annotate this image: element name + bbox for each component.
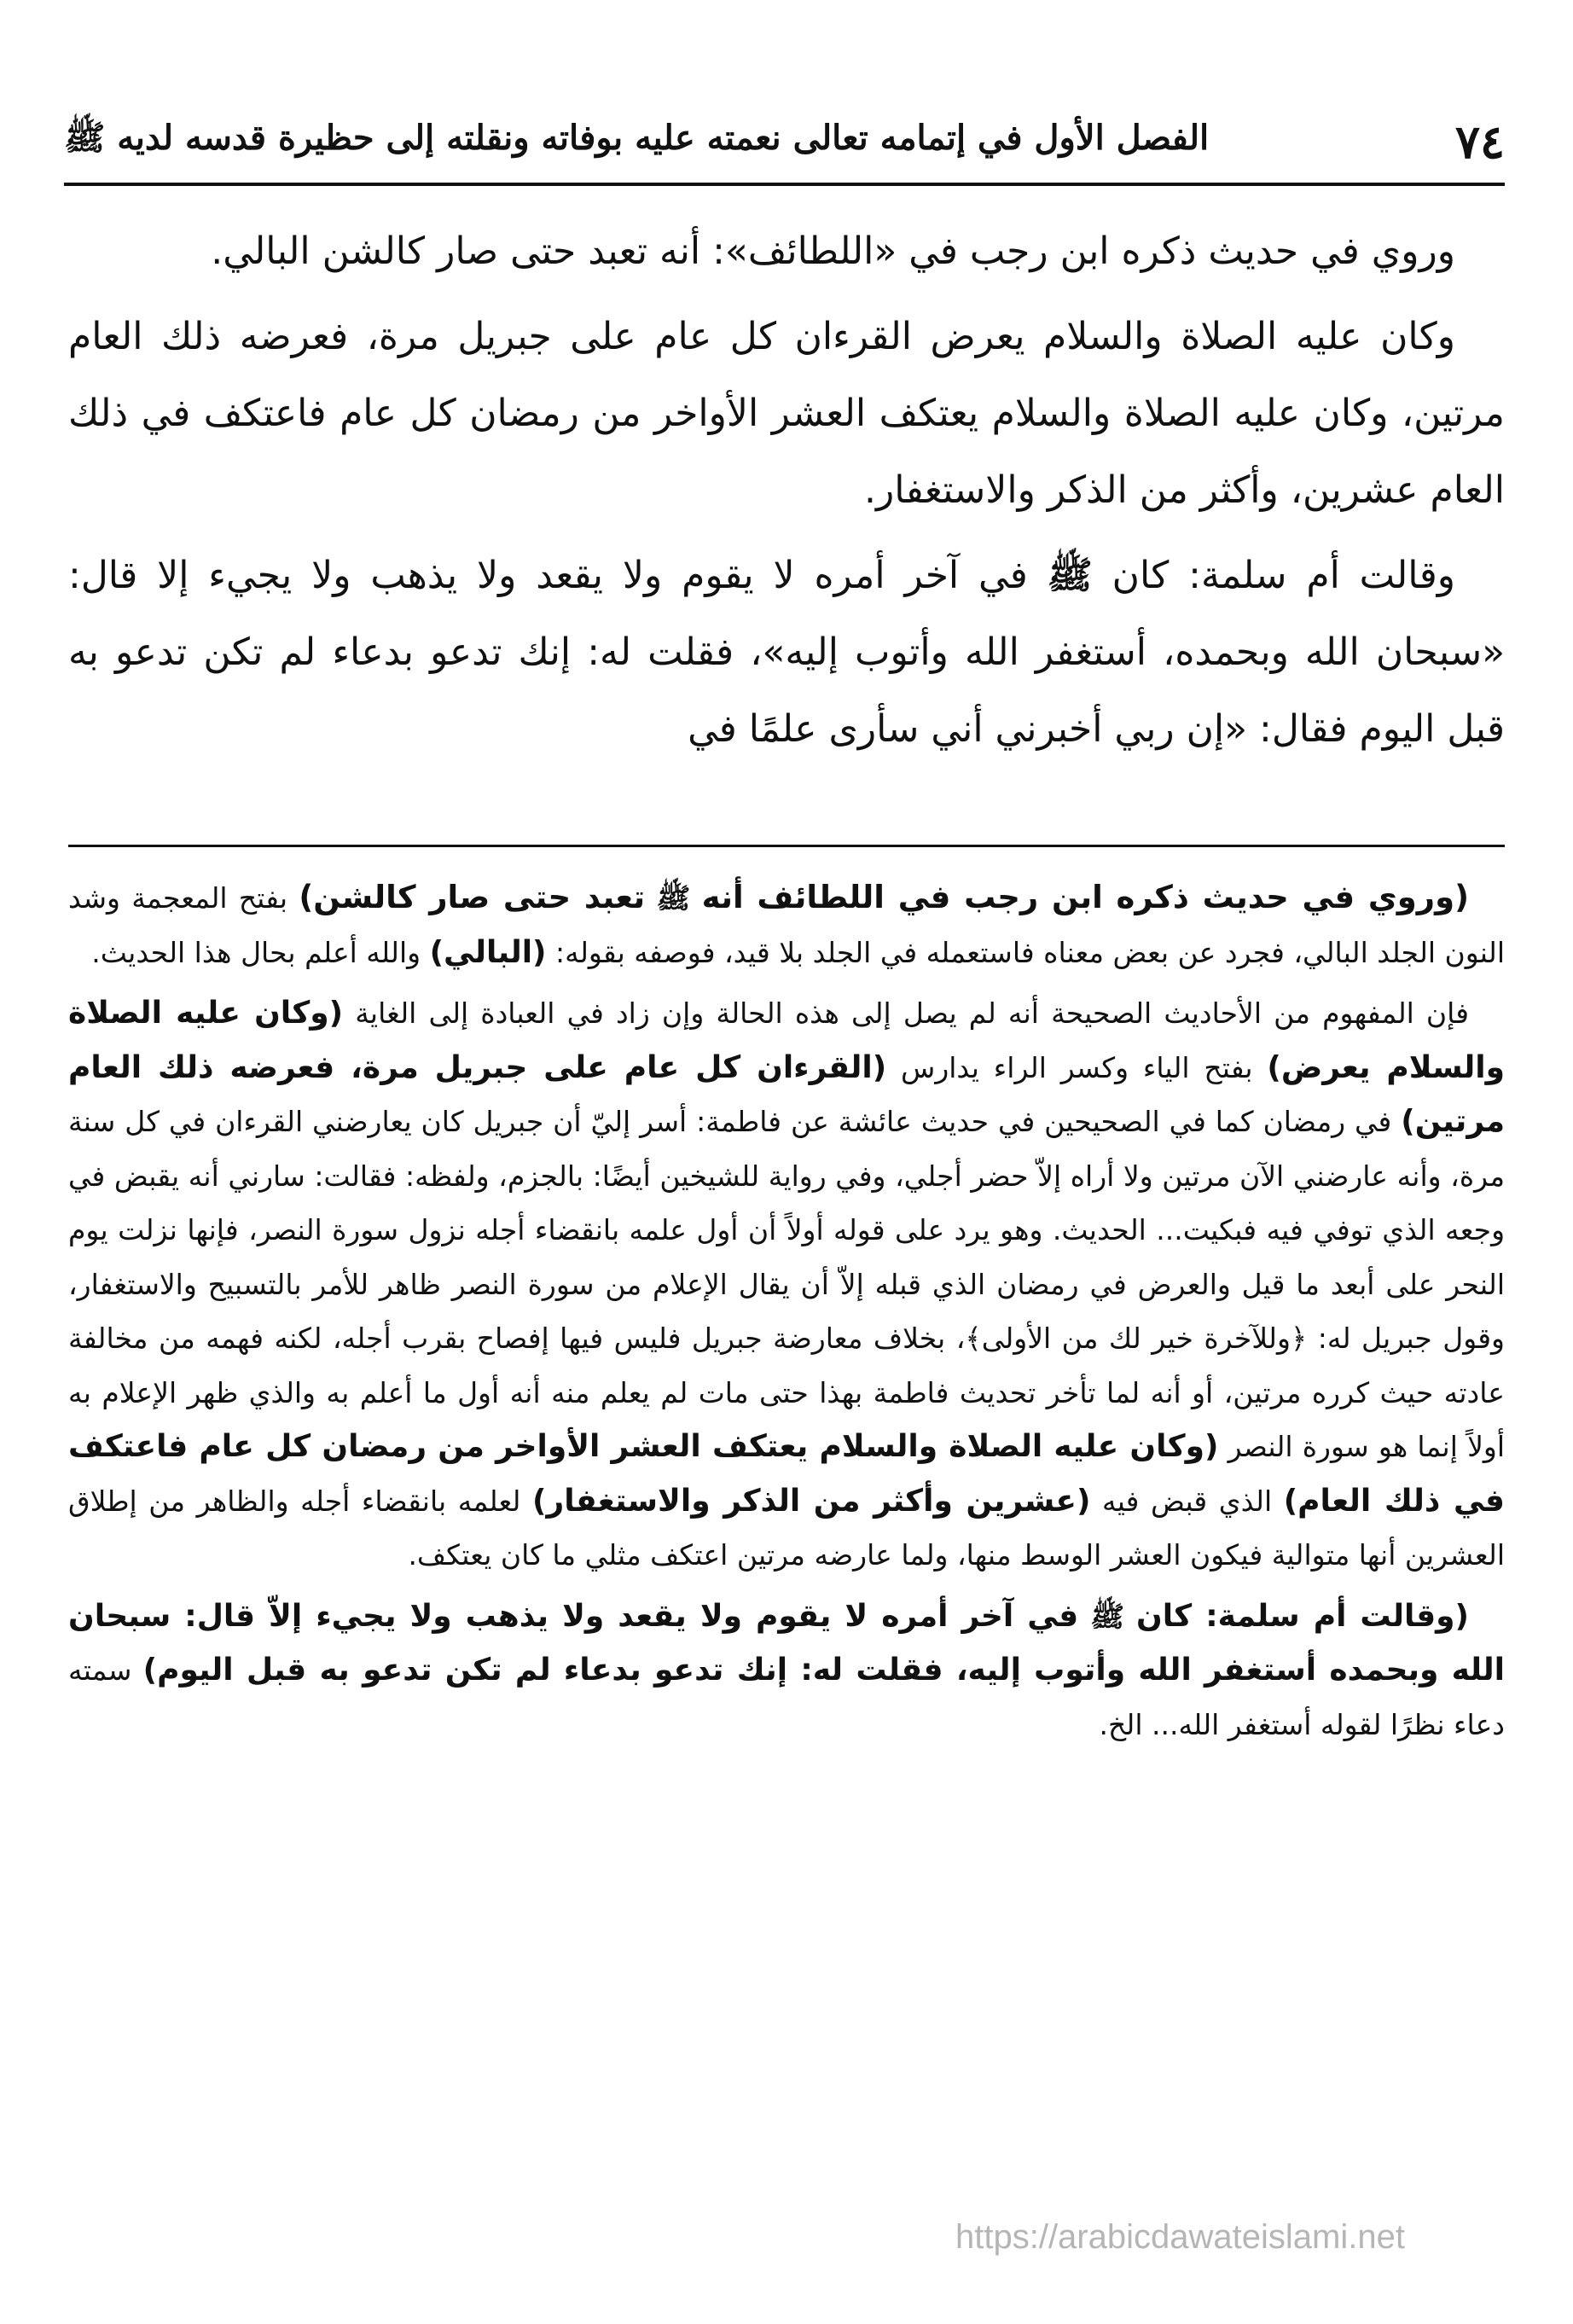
quoted-matn: تعبد حتى صار كالشن) bbox=[299, 879, 646, 915]
commentary-text-run: بفتح الياء وكسر الراء يدارس bbox=[901, 1050, 1253, 1084]
commentary-paragraph-3 bbox=[68, 1589, 1505, 1752]
salutation-glyph: ﷺ bbox=[656, 881, 691, 915]
footnote-separator bbox=[68, 845, 1505, 847]
quoted-matn: (عشرين وأكثر من الذكر والاستغفار) bbox=[532, 1483, 1091, 1519]
commentary-text-run: في رمضان كما في الصحيحين في حديث عائشة عن فاطمة: أسر إليّ أن جبريل كان يعارضني القرءان في كل سنة مرة، وأنه عارضني الآن مرتين ولا أراه إلاّ حضر أجلي، وفي رواية للشيخين أيضًا: بالجزم، ولفظه: فقالت: سارني أنه يقبض في وجعه الذي توفي فيه فبكيت... الحديث. وهو يرد على قوله أولاً أن أول علمه بانقضاء أجله نزول سورة النصر، فإنها نزلت يوم النحر على أبعد ما قيل والعرض في رمضان الذي قبله إلاّ أن يقال الإعلام من سورة النصر ظاهر للأمر بالتسبيح والاستغفار، وقول جبريل له: ﴿وللآخرة خير لك من الأولى﴾، بخلاف معارضة جبريل فليس فيها إفصاح بقرب أجله، لكنه فهمه من مخالفة عادته حيث كرره مرتين، أو أنه لما تأخر تحديث فاطمة بهذا حتى مات لم يعلم منه أنه أول ما أعلم به والذي ظهر الإعلام به أولاً إنما هو سورة النصر bbox=[68, 1105, 1505, 1463]
quoted-matn: (البالي) bbox=[429, 934, 547, 970]
quoted-matn: (القرءان كل عام على جبريل مرة، فعرضه ذلك العام مرتين) bbox=[68, 1049, 1505, 1139]
quoted-matn: (وروي في حديث ذكره ابن رجب في اللطائف أنه bbox=[701, 879, 1469, 915]
commentary-text bbox=[68, 870, 1505, 2252]
commentary-paragraph-2 bbox=[68, 986, 1505, 1583]
quoted-matn: (وقالت أم سلمة: كان bbox=[1136, 1598, 1469, 1634]
quoted-matn: (وكان عليه الصلاة والسلام يعتكف العشر الأواخر من رمضان كل عام فاعتكف في ذلك العام) bbox=[68, 1429, 1505, 1519]
commentary-paragraph-1 bbox=[68, 870, 1505, 979]
page-number: ٧٤ bbox=[1454, 114, 1505, 169]
quoted-matn: في آخر أمره لا يقوم ولا يقعد ولا يذهب ولا يجيء إلاّ قال: سبحان الله وبحمده أستغفر الله وأتوب إليه، فقلت له: إنك تدعو بدعاء لم تكن تدعو به قبل اليوم) bbox=[68, 1598, 1506, 1688]
watermark-url: https://arabicdawateislami.net bbox=[955, 2218, 1405, 2256]
commentary-text-run: لعلمه بانقضاء أجله والظاهر من إطلاق العشرين أنها متوالية فيكون العشر الوسط منها، ولما عارضه مرتين اعتكف مثلي ما كان يعتكف. bbox=[68, 1484, 1505, 1572]
commentary-text-run: والله أعلم بحال هذا الحديث. bbox=[91, 935, 421, 969]
commentary-text-run: سمته دعاء نظرًا لقوله أستغفر الله... الخ. bbox=[68, 1653, 1505, 1741]
salutation-glyph: ﷺ bbox=[1047, 554, 1093, 597]
main-text bbox=[68, 213, 1505, 828]
commentary-text-run: الذي قبض فيه bbox=[1102, 1484, 1273, 1518]
main-paragraph-3-rest: في آخر أمره لا يقوم ولا يقعد ولا يذهب ولا يجيء إلا قال: «سبحان الله وبحمده، أستغفر الله وأتوب إليه»، فقلت له: إنك تدعو بدعاء لم تكن تدعو به قبل اليوم فقال: «إن ربي أخبرني أني سأرى علمًا في bbox=[68, 554, 1505, 751]
running-title bbox=[64, 117, 1209, 166]
salutation-glyph: ﷺ bbox=[64, 119, 106, 158]
salutation-glyph: ﷺ bbox=[1090, 1599, 1125, 1633]
main-paragraph-3-start: وقالت أم سلمة: كان bbox=[1112, 554, 1455, 597]
chapter-title: الفصل الأول في إتمامه تعالى نعمته عليه بوفاته ونقلته إلى حظيرة قدسه لديه bbox=[117, 118, 1210, 158]
page-header bbox=[64, 101, 1505, 186]
main-paragraph-3 bbox=[68, 537, 1505, 768]
main-paragraph-2: وكان عليه الصلاة والسلام يعرض القرءان كل عام على جبريل مرة، فعرضه ذلك العام مرتين، وكان عليه الصلاة والسلام يعتكف العشر الأواخر من رمضان كل عام فاعتكف في ذلك العام عشرين، وأكثر من الذكر والاستغفار. bbox=[68, 315, 1505, 512]
quoted-matn: (وكان عليه الصلاة والسلام يعرض) bbox=[68, 996, 1506, 1085]
main-paragraph-1: وروي في حديث ذكره ابن رجب في «اللطائف»: أنه تعبد حتى صار كالشن البالي. bbox=[211, 229, 1455, 273]
commentary-text-run: بفتح المعجمة وشد النون الجلد البالي، فجرد عن بعض معناه فاستعمله في الجلد بلا قيد، فوصفه بقوله: bbox=[68, 881, 1505, 969]
commentary-text-run: فإن المفهوم من الأحاديث الصحيحة أنه لم يصل إلى هذه الحالة وإن زاد في العبادة إلى الغاية bbox=[355, 996, 1469, 1030]
